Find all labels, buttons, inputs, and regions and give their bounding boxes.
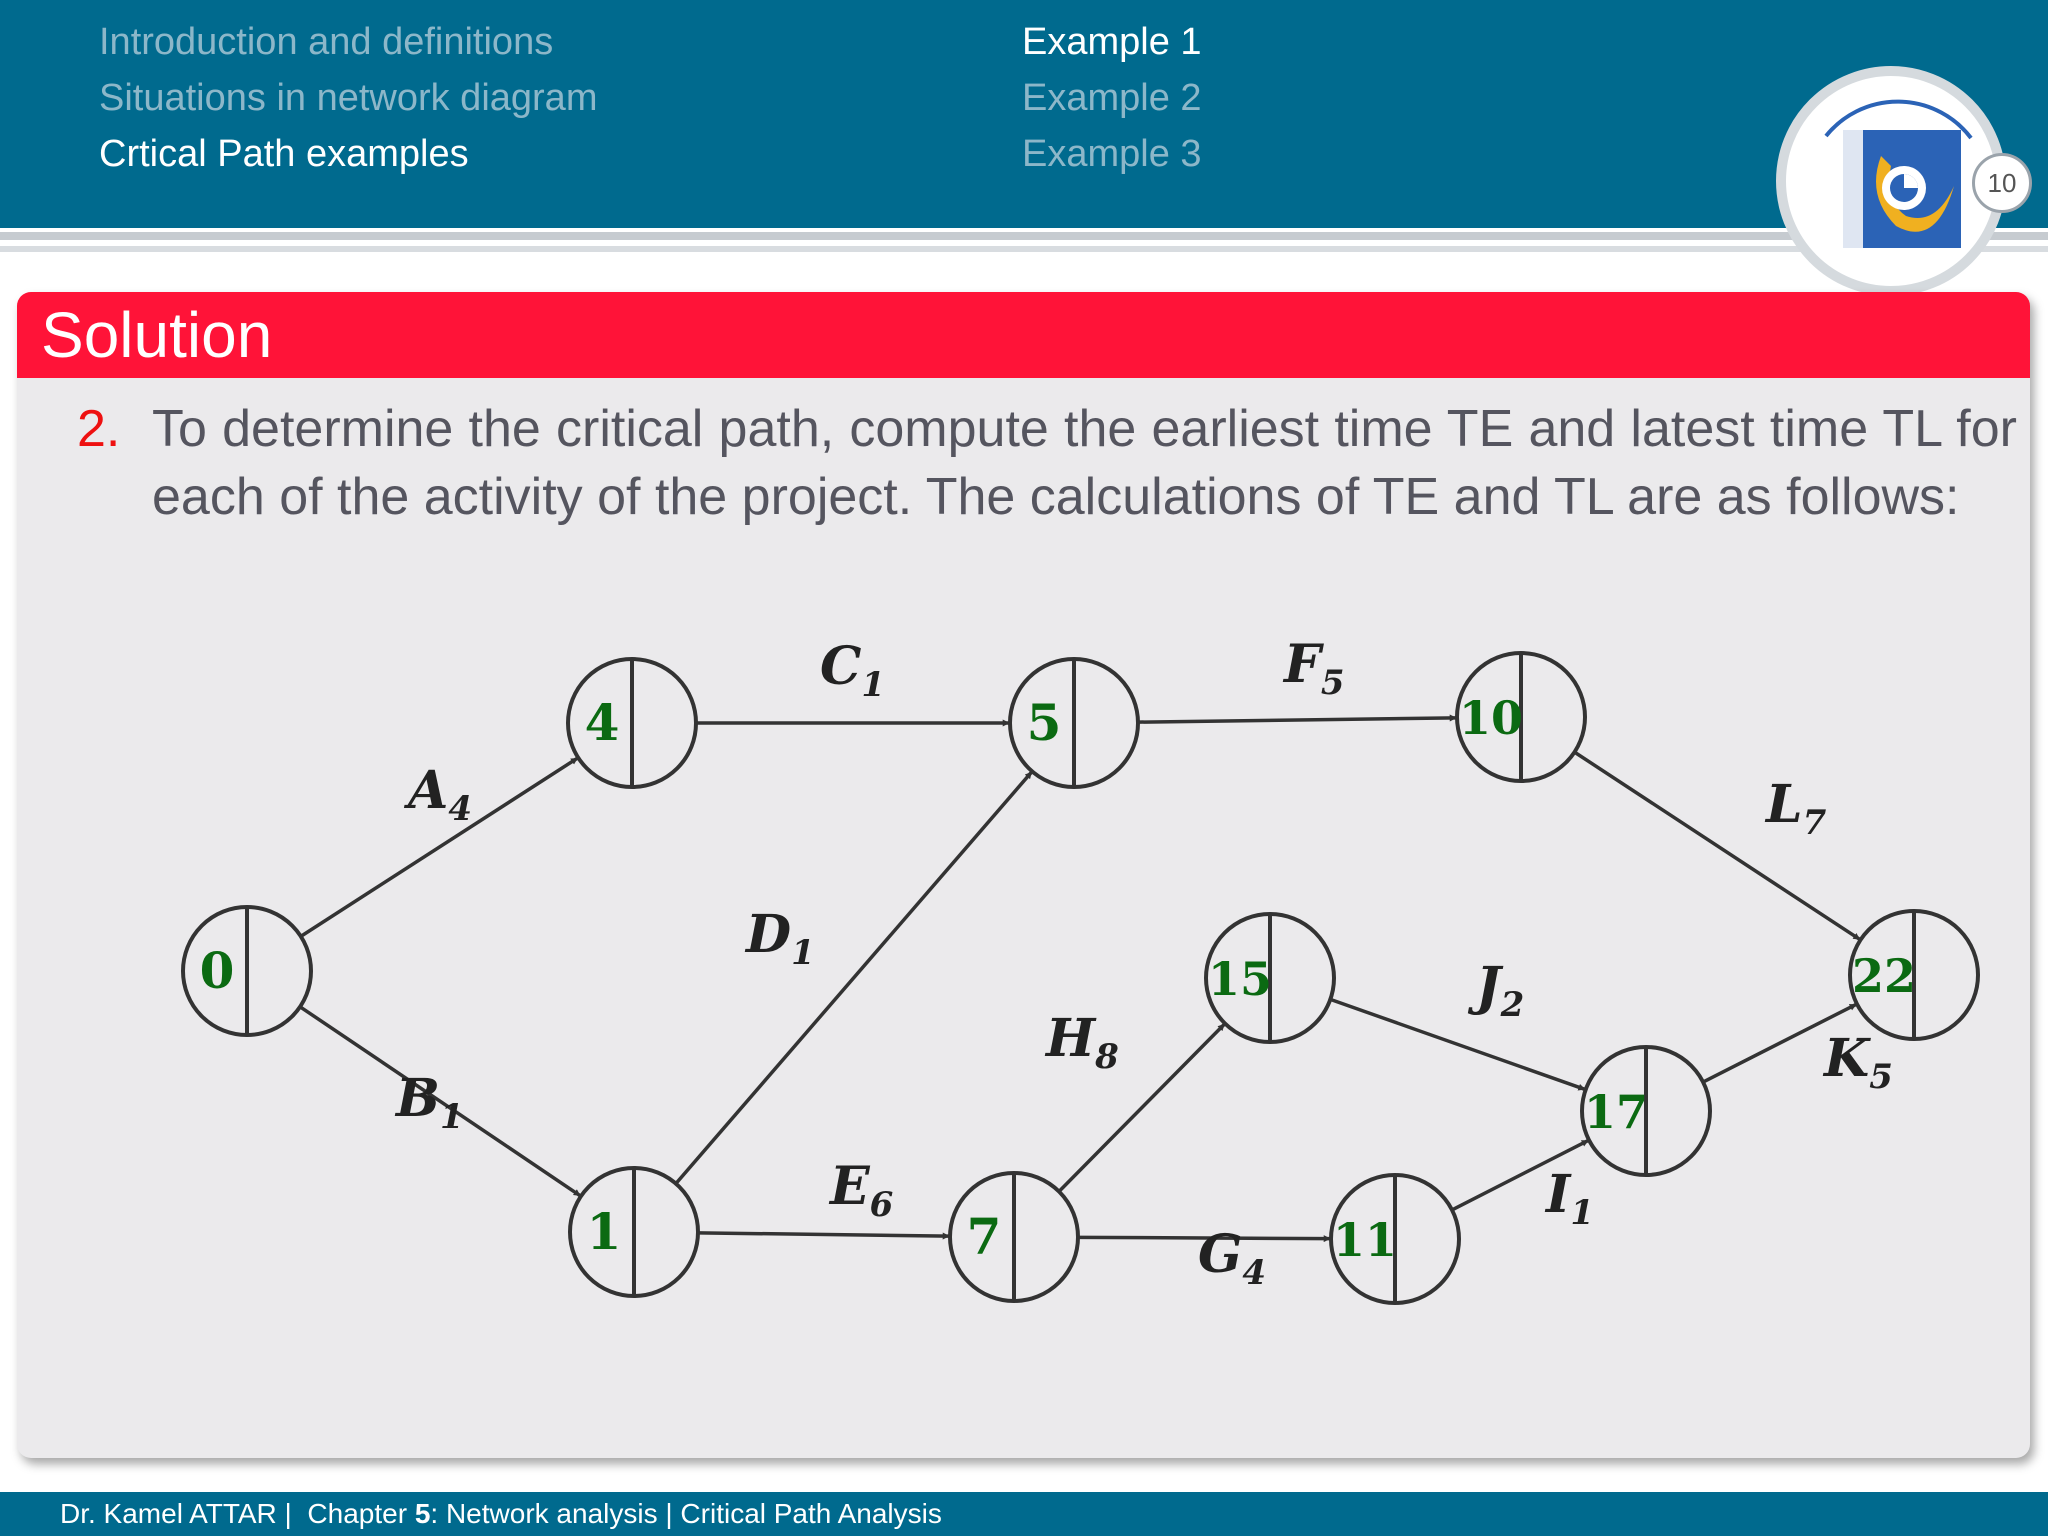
activity-label-c: $C_1$ (820, 636, 886, 705)
event-node-15 (1206, 914, 1334, 1042)
activity-label-e: $E_6$ (830, 1156, 894, 1225)
nav-example-2[interactable]: Example 2 (1022, 77, 1202, 119)
nav-example-3[interactable]: Example 3 (1022, 133, 1202, 175)
activity-arrow-e (698, 1233, 949, 1236)
activity-label-i: $I_1$ (1546, 1164, 1594, 1233)
event-node-11 (1331, 1175, 1459, 1303)
earliest-time-value: 10 (1458, 691, 1524, 745)
earliest-time-value: 22 (1851, 949, 1917, 1003)
nav-section-introduction[interactable]: Introduction and definitions (99, 21, 554, 63)
earliest-time-value: 15 (1207, 952, 1273, 1006)
footer-chapter-number: 5 (414, 1498, 431, 1529)
footer-author: Dr. Kamel ATTAR (60, 1498, 277, 1529)
item-text: To determine the critical path, compute the earliest time TE and latest time TL for each of the activity of the project. The calculations of TE and TL are as follows: (152, 400, 2017, 526)
activity-arrow-j (1330, 999, 1584, 1089)
activity-label-j: $J_2$ (1476, 956, 1525, 1025)
item-number: 2. (77, 400, 121, 458)
event-node-5 (1010, 659, 1138, 787)
activity-label-a: $A_4$ (408, 760, 473, 829)
earliest-time-value: 0 (199, 941, 235, 1000)
footer-chapter-prefix: Chapter (307, 1498, 415, 1529)
footer-chapter-title: : Network analysis (430, 1498, 658, 1529)
footer-section: Critical Path Analysis (680, 1498, 942, 1529)
nav-section-critical-path[interactable]: Crtical Path examples (99, 133, 469, 175)
footer-text: Dr. Kamel ATTAR | Chapter 5: Network analysis | Critical Path Analysis (60, 1498, 942, 1529)
activity-label-f: $F_5$ (1284, 634, 1345, 703)
event-node-1 (570, 1168, 698, 1296)
page-number: 10 (1972, 153, 2032, 213)
earliest-time-value: 17 (1583, 1085, 1649, 1139)
event-node-4 (568, 659, 696, 787)
activity-arrow-f (1138, 718, 1456, 722)
activity-label-g: $G_4$ (1198, 1224, 1267, 1293)
block-title: Solution (41, 299, 273, 371)
activity-label-k: $K_5$ (1824, 1028, 1893, 1097)
activity-arrow-l (1575, 752, 1860, 939)
earliest-time-value: 7 (966, 1207, 1002, 1266)
event-node-7 (950, 1173, 1078, 1301)
earliest-time-value: 1 (586, 1202, 622, 1261)
nav-example-1[interactable]: Example 1 (1022, 21, 1202, 63)
activity-label-d: $D_1$ (746, 904, 815, 973)
earliest-time-value: 5 (1026, 693, 1062, 752)
event-node-10 (1457, 653, 1585, 781)
event-node-17 (1582, 1047, 1710, 1175)
event-node-22 (1850, 911, 1978, 1039)
nav-section-situations[interactable]: Situations in network diagram (99, 77, 598, 119)
earliest-time-value: 11 (1332, 1213, 1398, 1267)
activity-label-l: $L_7$ (1766, 774, 1827, 843)
activity-label-b: $B_1$ (396, 1068, 464, 1137)
earliest-time-value: 4 (584, 693, 620, 752)
activity-label-h: $H_8$ (1046, 1008, 1119, 1077)
activity-arrow-d (676, 772, 1032, 1183)
event-node-0 (183, 907, 311, 1035)
